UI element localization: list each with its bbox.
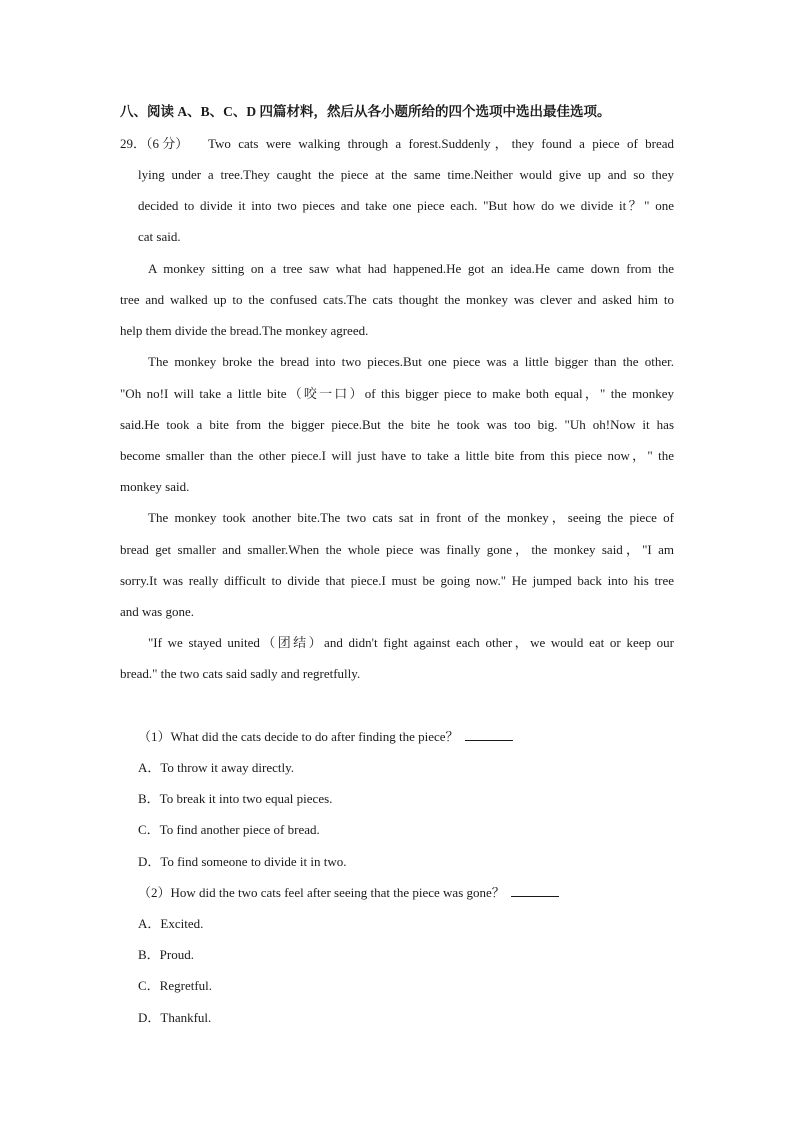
passage-line: bread get smaller and smaller.When the whole piece was finally gone，the monkey said，"I am	[120, 542, 674, 557]
sub-question-2-text: （2）How did the two cats feel after seeing that the piece was gone？	[138, 885, 505, 900]
section-heading: 八、阅读 A、B、C、D 四篇材料，然后从各小题所给的四个选项中选出最佳选项。	[120, 104, 611, 119]
passage-line: The monkey broke the bread into two pieces.But one piece was a little bigger than the other.	[148, 354, 674, 369]
passage-line: The monkey took another bite.The two cats sat in front of the monkey，seeing the piece of	[148, 510, 674, 525]
sub-question-stem	[138, 729, 513, 745]
passage-line: Two cats were walking through a forest.Suddenly，they found a piece of bread	[208, 136, 674, 151]
answer-blank[interactable]	[465, 729, 513, 741]
passage-line: monkey said.	[120, 479, 190, 494]
passage-line: sorry.It was really difficult to divide that piece.I must be going now." He jumped back into his tree	[120, 573, 674, 588]
sub-question-1-text: （1）What did the cats decide to do after finding the piece？	[138, 729, 459, 744]
option-d[interactable]: D．Thankful.	[138, 1010, 212, 1025]
passage-line: bread." the two cats said sadly and regretfully.	[120, 666, 361, 681]
passage-line: tree and walked up to the confused cats.The cats thought the monkey was clever and asked him to	[120, 292, 674, 307]
passage-line: help them divide the bread.The monkey agreed.	[120, 323, 369, 338]
option-b[interactable]: B．Proud.	[138, 947, 194, 962]
option-c[interactable]: C．To find another piece of bread.	[138, 822, 320, 837]
option-d[interactable]: D．To find someone to divide it in two.	[138, 854, 347, 869]
passage-line: decided to divide it into two pieces and take one piece each. "But how do we divide it？" one	[138, 198, 674, 213]
passage-line: said.He took a bite from the bigger piece.But the bite he took was too big. "Uh oh!Now it has	[120, 417, 674, 432]
passage-line: become smaller than the other piece.I will just have to take a little bite from this piece now，" the	[120, 448, 674, 463]
sub-question-stem	[138, 885, 559, 901]
option-a[interactable]: A．To throw it away directly.	[138, 760, 295, 775]
option-c[interactable]: C．Regretful.	[138, 978, 213, 993]
passage-line: and was gone.	[120, 604, 195, 619]
passage-line: "Oh no!I will take a little bite（咬一口）of this bigger piece to make both equal，" the monkey	[120, 386, 674, 401]
passage-line: A monkey sitting on a tree saw what had happened.He got an idea.He came down from the	[148, 261, 674, 276]
option-b[interactable]: B．To break it into two equal pieces.	[138, 791, 333, 806]
question-number: 29．（6 分）	[120, 136, 189, 151]
passage-line: lying under a tree.They caught the piece at the same time.Neither would give up and so they	[138, 167, 674, 182]
passage-line: "If we stayed united（团结）and didn't fight against each other，we would eat or keep our	[148, 635, 674, 650]
option-a[interactable]: A．Excited.	[138, 916, 204, 931]
passage-line: cat said.	[138, 229, 181, 244]
answer-blank[interactable]	[511, 885, 559, 897]
